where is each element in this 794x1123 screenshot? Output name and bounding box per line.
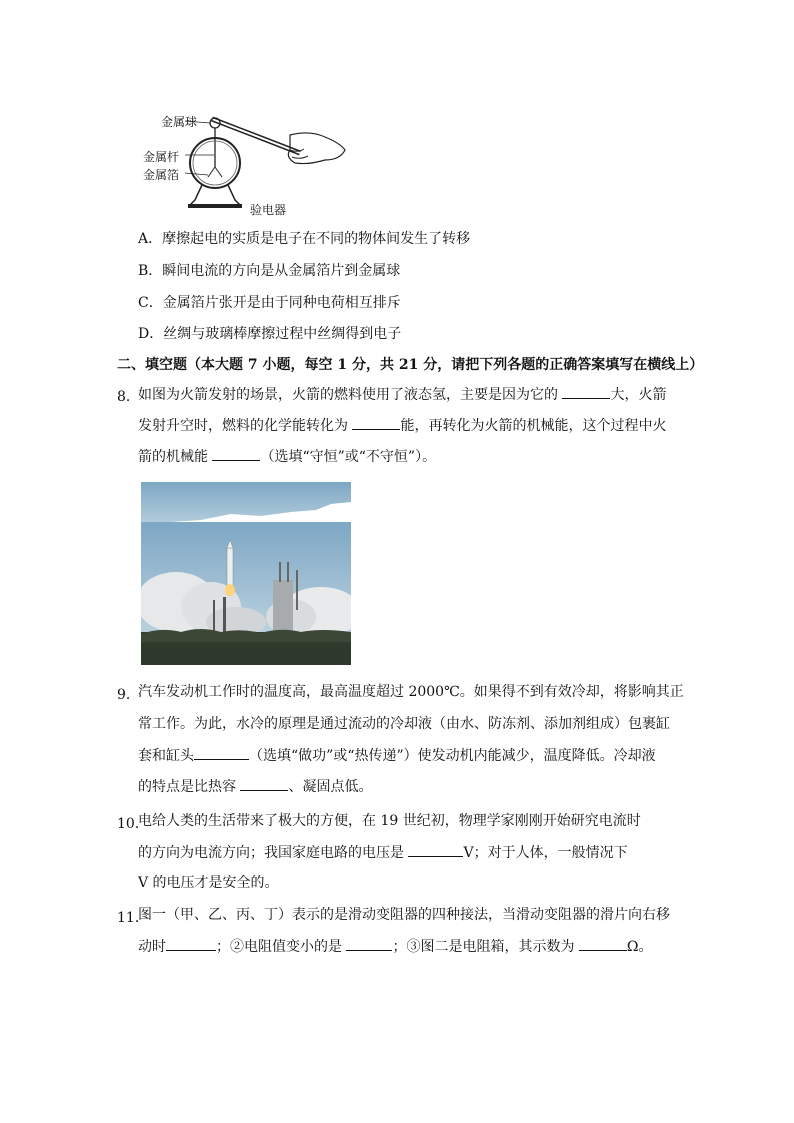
label-metal-rod: 金属杆 [143,150,180,164]
q8-line-2 [138,415,666,436]
section-2-heading: 二、填空题（本大题 7 小题，每空 1 分，共 21 分，请把下列各题的正确答案填写在横线上） [117,357,704,373]
q8-text-1b: 大，火箭 [610,387,667,403]
q11-text-2d: Ω。 [626,939,653,955]
q11-blank-2[interactable] [346,936,392,951]
q10-line-2 [138,842,628,863]
rocket-launch-photo [141,482,351,665]
q9-text-4a: 的特点是比热容 [138,779,236,795]
q8-text-3a: 箭的机械能 [138,449,208,465]
q9-text-3a: 套和缸头 [138,748,194,764]
q9-text-3b: （选填“做功”或“热传递”）使发动机内能减少，温度降低。冷却液 [249,748,656,764]
q9-text-4b: 、凝固点低。 [288,779,373,795]
q10-blank-1[interactable] [408,842,463,857]
q8-blank-1[interactable] [562,384,610,399]
q8-blank-2[interactable] [352,415,400,430]
q8-number: 8． [117,389,140,405]
q11-text-2b: ；②电阻值变小的是 [216,939,342,955]
q8-text-2a: 发射升空时，燃料的化学能转化为 [138,418,348,434]
q11-blank-3[interactable] [579,936,627,951]
q8-text-1a: 如图为火箭发射的场景，火箭的燃料使用了液态氢，主要是因为它的 [138,387,558,403]
q11-number: 11． [117,910,149,926]
q11-blank-1[interactable] [166,936,216,951]
q9-line-4 [138,776,372,797]
label-metal-ball: 金属球 [161,115,198,129]
q8-text-2b: 能，再转化为火箭的机械能，这个过程中火 [400,418,667,434]
q8-line-1 [138,384,666,405]
q8-blank-3[interactable] [212,446,260,461]
q9-blank-2[interactable] [240,776,288,791]
q8-line-3 [138,446,436,467]
q7-option-b: B．瞬间电流的方向是从金属箔片到金属球 [138,263,401,279]
q9-line-2: 常工作。为此，水冷的原理是通过流动的冷却液（由水、防冻剂、添加剂组成）包裹缸 [138,716,670,732]
electroscope-caption: 验电器 [250,203,287,217]
q9-blank-1[interactable] [194,745,249,760]
q10-text-2b: V；对于人体，一般情况下 [463,845,628,861]
q11-line-1: 图一（甲、乙、丙、丁）表示的是滑动变阻器的四种接法，当滑动变阻器的滑片向右移 [138,907,670,923]
q8-text-3b: （选填“守恒”或“不守恒”）。 [260,449,437,465]
q9-number: 9． [117,687,140,703]
q11-text-2c: ；③图二是电阻箱，其示数为 [392,939,575,955]
q11-text-2a: 动时 [138,939,166,955]
q9-line-3 [138,745,656,766]
label-metal-foil: 金属箔 [143,168,180,182]
q11-line-2 [138,936,653,957]
q10-number: 10． [117,816,149,832]
q7-option-a: A．摩擦起电的实质是电子在不同的物体间发生了转移 [138,231,471,247]
q10-text-2a: 的方向为电流方向；我国家庭电路的电压是 [138,845,404,861]
q7-option-c: C．金属箔片张开是由于同种电荷相互排斥 [138,295,401,311]
rocket-launch-image [141,482,351,665]
q10-line-1: 电给人类的生活带来了极大的方便，在 19 世纪初，物理学家刚刚开始研究电流时 [138,813,641,829]
q10-line-3: V 的电压才是安全的。 [138,875,279,891]
q7-option-d: D．丝绸与玻璃棒摩擦过程中丝绸得到电子 [138,326,402,342]
q9-line-1: 汽车发动机工作时的温度高，最高温度超过 2000℃。如果得不到有效冷却，将影响其正 [138,684,684,700]
